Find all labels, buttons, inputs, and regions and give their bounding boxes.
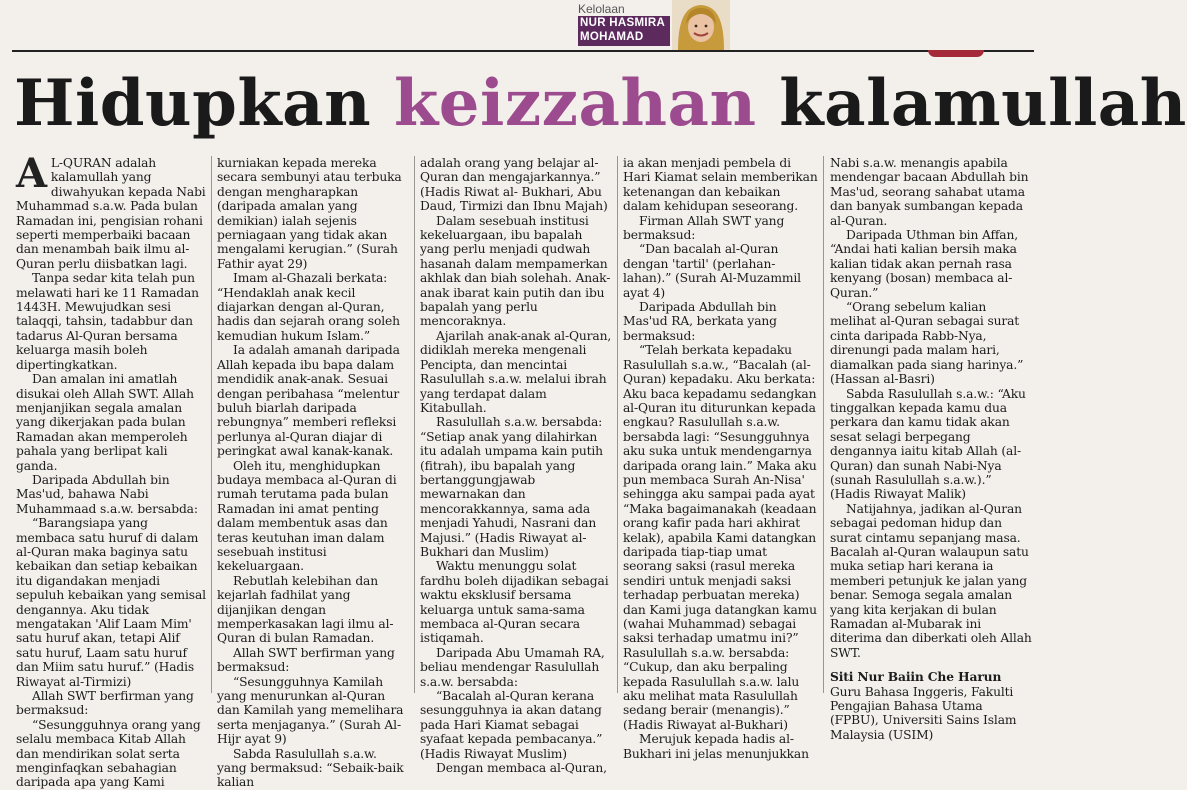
author-name: Siti Nur Baiin Che Harun <box>830 669 1002 685</box>
article-paragraph: Allah SWT berfirman yang bermaksud: <box>217 645 395 675</box>
article-paragraph: “Orang sebelum kalian melihat al-Quran sebagai surat cinta daripada Rabb-Nya, direnungi pada malam hari, diamalkan pada siang harinya.” (Hassan al-Basri) <box>830 300 1024 387</box>
article-paragraph: Waktu menunggu solat fardhu boleh dijadikan sebagai waktu eksklusif bersama keluarga untuk sama-sama membaca al-Quran secara istiqamah. <box>420 559 609 646</box>
article-paragraph: Sabda Rasulullah s.a.w. yang bermaksud: “Sebaik-baik kalian <box>217 746 404 790</box>
article-paragraph: Merujuk kepada hadis al-Bukhari ini jelas menunjukkan <box>623 732 809 761</box>
article-paragraph: Dan amalan ini amatlah disukai oleh Allah SWT. Allah menjanjikan segala amalan yang dikerjakan pada bulan Ramadan akan memperoleh pahala yang berlipat kali ganda. <box>16 372 194 473</box>
column-divider <box>823 156 824 693</box>
headline-part1: Hidupkan <box>14 66 394 141</box>
article-column-3 <box>420 156 612 776</box>
author-affiliation: Guru Bahasa Inggeris, Fakulti Pengajian Bahasa Utama (FPBU), Universiti Sains Islam Malaysia (USIM) <box>830 684 1017 742</box>
article-paragraph: Natijahnya, jadikan al-Quran sebagai pedoman hidup dan surat cintamu sepanjang masa. Bacalah al-Quran walaupun satu muka setiap hari kerana ia memberi petunjuk ke jalan yang benar. Semoga segala amalan yang kita kerjakan di bulan Ramadan al-Mubarak ini diterima dan diberkati oleh Allah SWT. <box>830 501 1032 660</box>
article-paragraph: “Sesungguhnya Kamilah yang menurunkan al-Quran dan Kamilah yang memelihara serta menjaganya.” (Surah Al-Hijr ayat 9) <box>217 674 404 747</box>
editor-avatar <box>672 0 730 50</box>
article-paragraph: Imam al-Ghazali berkata: “Hendaklah anak kecil diajarkan dengan al-Quran, hadis dan sejarah orang soleh kemudian hukum Islam.” <box>217 271 400 343</box>
article-paragraph: Sabda Rasulullah s.a.w.: “Aku tinggalkan kepada kamu dua perkara dan kamu tidak akan sesat selagi berpegang dengannya iaitu kitab Allah (al-Quran) dan sunah Nabi-Nya (sunah Rasulullah s.a.w.).” (Hadis Riwayat Malik) <box>830 386 1026 502</box>
headline-part3: kalamullah <box>756 66 1187 141</box>
article-paragraph: Dalam sesebuah institusi kekeluargaan, ibu bapalah yang perlu menjadi qudwah hasanah dalam mempamerkan akhlak dan biah solehah. Anak-anak ibarat kain putih dan ibu bapalah yang perlu mencoraknya. <box>420 213 611 329</box>
article-paragraph: “Barangsiapa yang membaca satu huruf di dalam al-Quran maka baginya satu kebaikan dan setiap kebaikan itu digandakan menjadi sepuluh kebaikan yang semisal dengannya. Aku tidak mengatakan 'Alif Laam Mim' satu huruf akan, tetapi Alif satu huruf, Laam satu huruf dan Miim satu huruf.” (Hadis Riwayat al-Tirmizi) <box>16 516 206 689</box>
header-rule <box>12 50 1034 52</box>
editor-name-line2: MOHAMAD <box>580 31 644 43</box>
article-column-4 <box>623 156 818 761</box>
article-paragraph: Tanpa sedar kita telah pun melawati hari ke 11 Ramadan 1443H. Mewujudkan sesi talaqqi, tahsin, tadabbur dan tadarus Al-Quran bersama keluarga masih boleh dipertingkatkan. <box>16 271 199 372</box>
article-paragraph: Daripada Uthman bin Affan, “Andai hati kalian bersih maka kalian tidak akan pernah rasa kenyang (bosan) membaca al-Quran.” <box>830 228 1019 300</box>
article-paragraph: Allah SWT berfirman yang bermaksud: <box>16 689 194 718</box>
editor-name-line1: NUR HASMIRA <box>580 17 666 29</box>
editor-photo-icon <box>672 0 730 50</box>
article-paragraph: Dengan membaca al-Quran, <box>436 761 607 776</box>
article-paragraph: “Bacalah al-Quran kerana sesungguhnya ia akan datang pada Hari Kiamat sebagai syafaat kepada pembacanya.” (Hadis Riwayat Muslim) <box>420 689 603 761</box>
drop-cap: A <box>16 150 47 197</box>
editor-name-bar <box>578 16 670 46</box>
article-paragraph: Daripada Abdullah bin Mas'ud RA, berkata yang bermaksud: <box>623 300 777 343</box>
article-paragraph: “Telah berkata kepadaku Rasulullah s.a.w., “Bacalah (al-Quran) kepadaku. Aku berkata: Aku baca kepadamu sedangkan al-Quran itu diturunkan kepada engkau? Rasulullah s.a.w. bersabda lagi: “Sesungguhnya aku suka untuk mendengarnya daripada orang lain.” Maka aku pun membaca Surah An-Nisa' sehingga aku sampai pada ayat “Maka bagaimanakah (keadaan orang kafir pada hari akhirat kelak), apabila Kami datangkan daripada tiap-tiap umat seorang saksi (rasul mereka sendiri untuk menjadi saksi terhadap perbuatan mereka) dan Kami juga datangkan kamu (wahai Muhammad) sebagai saksi terhadap umatmu ini?” Rasulullah s.a.w. bersabda: “Cukup, dan aku berpaling kepada Rasulullah s.a.w. lalu aku melihat mata Rasulullah sedang berair (menangis).” (Hadis Riwayat al-Bukhari) <box>623 343 817 732</box>
column-divider <box>617 156 618 693</box>
article-paragraph <box>16 150 206 271</box>
column-divider <box>414 156 415 693</box>
article-paragraph: kurniakan kepada mereka secara sembunyi atau terbuka dengan mengharapkan (daripada amalan yang demikian) ialah sejenis perniagaan yang tidak akan mengalami kerugian.” (Surah Fathir ayat 29) <box>217 156 402 271</box>
article-column-1 <box>16 150 206 790</box>
article-paragraph: ia akan menjadi pembela di Hari Kiamat selain memberikan ketenangan dan kebaikan dalam kehidupan seseorang. <box>623 156 818 214</box>
column-divider <box>211 156 212 693</box>
article-column-2 <box>217 156 409 790</box>
headline <box>14 64 1187 144</box>
column-label: Kelolaan <box>578 2 625 16</box>
article-column-5 <box>830 156 1032 742</box>
article-paragraph: Oleh itu, menghidupkan budaya membaca al-Quran di rumah terutama pada bulan Ramadan ini amat penting dalam membentuk asas dan teras keutuhan iman dalam sesebuah institusi kekeluargaan. <box>217 458 397 574</box>
article-paragraph: Rasulullah s.a.w. bersabda: “Setiap anak yang dilahirkan itu adalah umpama kain putih (fitrah), ibu bapalah yang bertanggungjawab mewarnakan dan mencorakkannya, sama ada menjadi Yahudi, Nasrani dan Majusi.” (Hadis Riwayat al-Bukhari dan Muslim) <box>420 415 603 559</box>
article-body <box>0 150 1046 790</box>
article-paragraph: “Dan bacalah al-Quran dengan 'tartil' (perlahan-lahan).” (Surah Al-Muzammil ayat 4) <box>623 242 801 300</box>
article-paragraph: Nabi s.a.w. menangis apabila mendengar bacaan Abdullah bin Mas'ud, seorang sahabat utama dan banyak sumbangan kepada al-Quran. <box>830 156 1029 228</box>
article-paragraph: adalah orang yang belajar al-Quran dan mengajarkannya.” (Hadis Riwat al- Bukhari, Abu Daud, Tirmizi dan Ibnu Majah) <box>420 156 608 214</box>
article-paragraph: Daripada Abu Umamah RA, beliau mendengar Rasulullah s.a.w. bersabda: <box>420 645 605 689</box>
article-paragraph: Ia adalah amanah daripada Allah kepada ibu bapa dalam mendidik anak-anak. Sesuai dengan peribahasa “melentur buluh biarlah daripada rebungnya” memberi refleksi perlunya al-Quran diajar di peringkat awal kanak-kanak. <box>217 343 400 459</box>
article-paragraph: Firman Allah SWT yang bermaksud: <box>623 213 785 243</box>
article-paragraph: “Sesungguhnya orang yang selalu membaca Kitab Allah dan mendirikan solat serta menginfaqkan sebahagian daripada apa yang Kami <box>16 717 201 790</box>
paragraph-text: L-QURAN adalah kalamullah yang diwahyukan kepada Nabi Muhammad s.a.w. Pada bulan Ramadan ini, pengisian rohani seperti memperbaiki bacaan dan menambah baik ilmu al-Quran perlu diisbatkan lagi. <box>16 156 206 271</box>
corner-tab <box>928 50 984 57</box>
article-paragraph: Rebutlah kelebihan dan kejarlah fadhilat yang dijanjikan dengan memperkasakan lagi ilmu al-Quran di bulan Ramadan. <box>217 573 394 646</box>
article-paragraph: Daripada Abdullah bin Mas'ud, bahawa Nabi Muhammaad s.a.w. bersabda: <box>16 472 198 516</box>
article-paragraph: Ajarilah anak-anak al-Quran, didiklah mereka mengenali Pencipta, dan mencintai Rasulullah s.a.w. melalui ibrah yang terdapat dalam Kitabullah. <box>420 328 612 415</box>
headline-part2-accent: keizzahan <box>393 66 757 141</box>
